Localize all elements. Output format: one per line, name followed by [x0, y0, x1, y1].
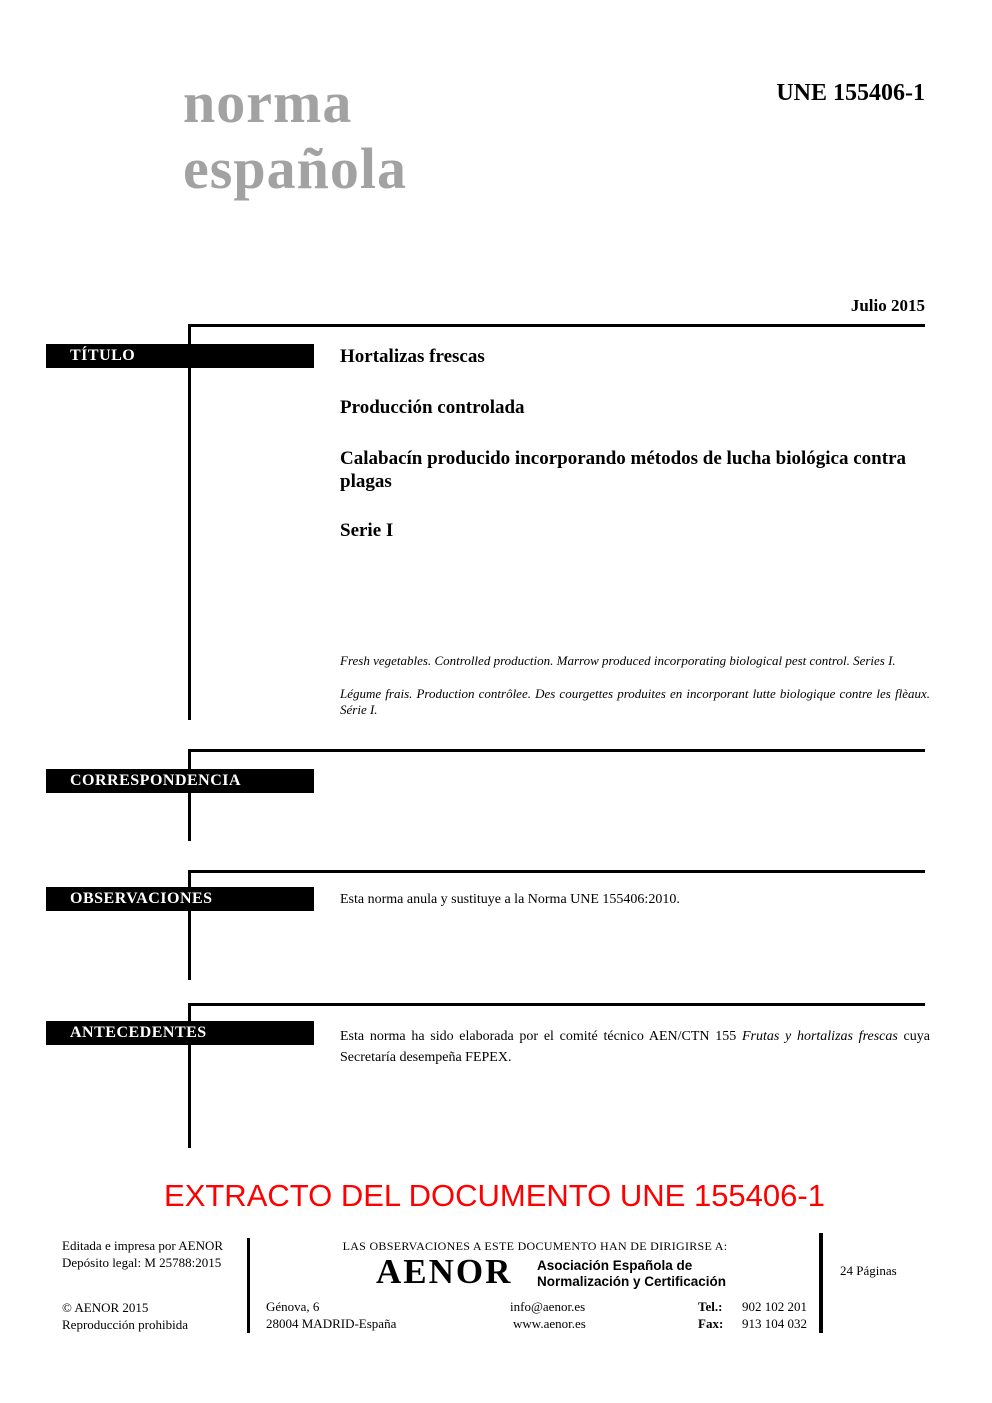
title-line-3: Calabacín producido incorporando métodos de lucha biológica contra plagas [340, 448, 907, 492]
footer-address-line-2: 28004 MADRID-España [266, 1315, 397, 1331]
antecedentes-top-rule [188, 1003, 925, 1006]
footer-notice: LAS OBSERVACIONES A ESTE DOCUMENTO HAN DE DIRIGIRSE A: [342, 1239, 728, 1253]
footer-tel-label: Tel.: [698, 1299, 723, 1314]
footer-fax-row [698, 1316, 807, 1333]
abstract-english: Fresh vegetables. Controlled production. Marrow produced incorporating biological pest control. Series I. [340, 653, 896, 668]
footer-copyright-line-1: © AENOR 2015 [62, 1300, 149, 1315]
footer-telfax-block [698, 1299, 807, 1332]
footer-address-line-1: Génova, 6 [266, 1299, 320, 1314]
antecedentes-label: ANTECEDENTES [70, 1024, 207, 1041]
aenor-descriptor [537, 1258, 726, 1290]
observaciones-text: Esta norma anula y sustituye a la Norma UNE 155406:2010. [340, 892, 680, 907]
footer-edited-line-2: Depósito legal: M 25788:2015 [62, 1254, 222, 1270]
title-line-4: Serie I [340, 520, 394, 541]
antecedentes-label-bar [46, 1021, 314, 1045]
observaciones-label-bar [46, 887, 314, 911]
footer-contact-block [510, 1299, 586, 1332]
correspondencia-vertical-rule [188, 749, 191, 841]
footer-tel-row [698, 1299, 807, 1316]
footer-fax-label: Fax: [698, 1315, 724, 1331]
document-code: UNE 155406-1 [776, 80, 925, 106]
observaciones-label: OBSERVACIONES [70, 890, 213, 907]
aenor-descriptor-line-2: Normalización y Certificación [537, 1274, 727, 1289]
issue-date: Julio 2015 [850, 296, 925, 315]
footer-edited-block [62, 1238, 223, 1271]
titulo-top-rule [188, 324, 925, 327]
footer-email: info@aenor.es [510, 1299, 586, 1314]
aenor-logo: AENOR [376, 1252, 513, 1291]
correspondencia-label-bar [46, 769, 314, 793]
correspondencia-top-rule [188, 749, 925, 752]
footer-copyright-line-2: Reproducción prohibida [62, 1316, 188, 1332]
titulo-label: TÍTULO [70, 347, 136, 364]
footer-divider-right [819, 1233, 823, 1333]
abstract-french: Légume frais. Production contrôlee. Des courgettes produites en incorporant lutte biologique contre les flèaux. Série I. [340, 686, 930, 717]
footer-website: www.aenor.es [513, 1315, 586, 1331]
footer-edited-line-1: Editada e impresa por AENOR [62, 1238, 224, 1253]
title-line-1: Hortalizas frescas [340, 346, 485, 367]
norma-espanola-logo [183, 70, 407, 202]
antecedentes-text-start: Esta norma ha sido elaborada por el comité técnico AEN/CTN 155 [340, 1029, 742, 1044]
title-line-2: Producción controlada [340, 397, 525, 418]
observaciones-top-rule [188, 870, 925, 873]
page-count: 24 Páginas [840, 1263, 897, 1278]
footer-tel-value: 902 102 201 [742, 1299, 807, 1314]
antecedentes-text [340, 1026, 930, 1068]
footer-divider-left [247, 1238, 250, 1333]
correspondencia-label: CORRESPONDENCIA [70, 772, 242, 789]
titulo-label-bar [46, 344, 314, 368]
extracto-banner: EXTRACTO DEL DOCUMENTO UNE 155406-1 [164, 1178, 825, 1213]
logo-line-1: norma [183, 70, 353, 135]
titulo-vertical-rule [188, 324, 191, 720]
antecedentes-text-end: cuya Secretaría desempeña FEPEX. [340, 1029, 930, 1065]
logo-line-2: española [183, 136, 407, 201]
footer-address-block [266, 1299, 396, 1332]
footer-copyright-block [62, 1300, 188, 1333]
antecedentes-committee-name: Frutas y hortalizas frescas [741, 1029, 898, 1044]
footer-fax-value: 913 104 032 [742, 1315, 807, 1331]
aenor-descriptor-line-1: Asociación Española de [537, 1258, 693, 1273]
